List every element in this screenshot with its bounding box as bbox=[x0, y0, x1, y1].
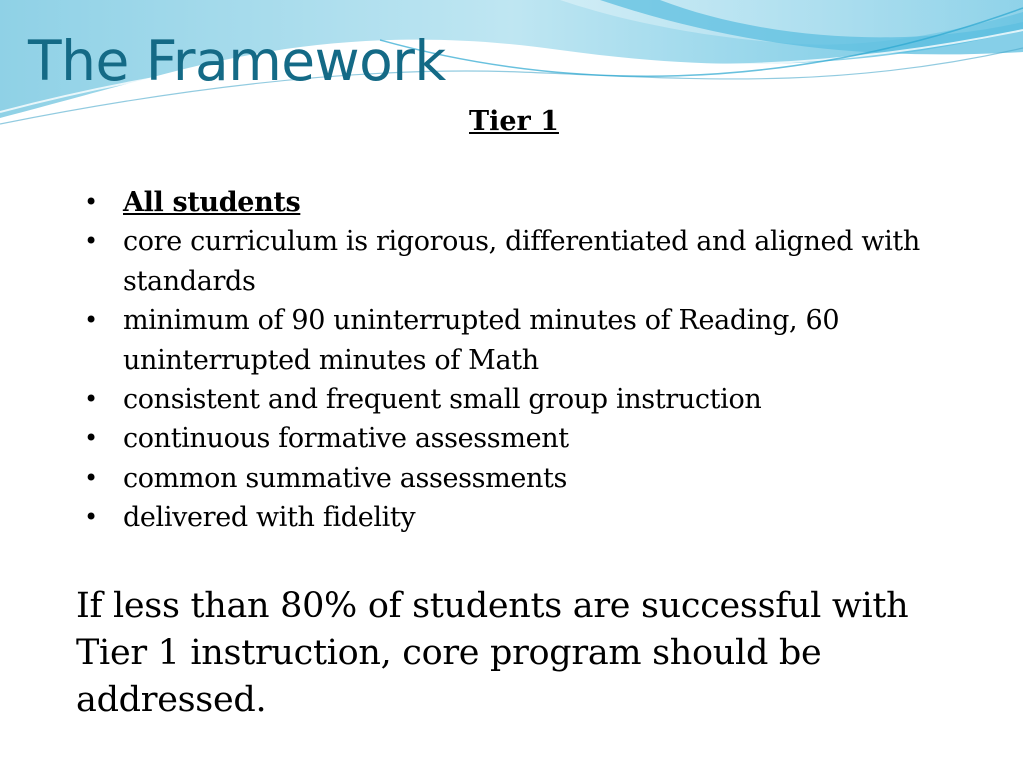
bullet-item bbox=[0, 380, 1000, 419]
bullet-text: consistent and frequent small group instruction bbox=[123, 384, 762, 416]
bullet-item bbox=[0, 498, 1000, 537]
bullet-icon: • bbox=[84, 424, 98, 453]
bullet-icon: • bbox=[84, 463, 98, 492]
bullet-text: core curriculum is rigorous, differentiated and aligned with standards bbox=[123, 226, 920, 297]
bullet-item bbox=[0, 301, 1000, 380]
bullet-icon: • bbox=[84, 227, 98, 256]
bullet-item bbox=[0, 419, 1000, 458]
bullet-text: continuous formative assessment bbox=[123, 423, 569, 455]
bullet-text-all-students: All students bbox=[123, 187, 301, 218]
bullet-text: delivered with fidelity bbox=[123, 502, 416, 534]
summary-statement: If less than 80% of students are successful with Tier 1 instruction, core program should be addressed. bbox=[76, 586, 909, 720]
bullet-icon: • bbox=[84, 503, 98, 532]
bullet-icon: • bbox=[84, 306, 98, 335]
bullet-text: common summative assessments bbox=[123, 462, 568, 494]
slide-title: The Framework bbox=[28, 29, 446, 93]
bullet-item bbox=[0, 183, 1000, 222]
bullet-text: minimum of 90 uninterrupted minutes of Reading, 60 uninterrupted minutes of Math bbox=[123, 305, 840, 376]
bullet-item bbox=[0, 459, 1000, 498]
bullet-item bbox=[0, 222, 1000, 301]
tier-heading: Tier 1 bbox=[469, 106, 559, 137]
bullet-icon: • bbox=[84, 188, 98, 216]
bullet-list bbox=[0, 183, 1000, 538]
bullet-icon: • bbox=[84, 385, 98, 414]
